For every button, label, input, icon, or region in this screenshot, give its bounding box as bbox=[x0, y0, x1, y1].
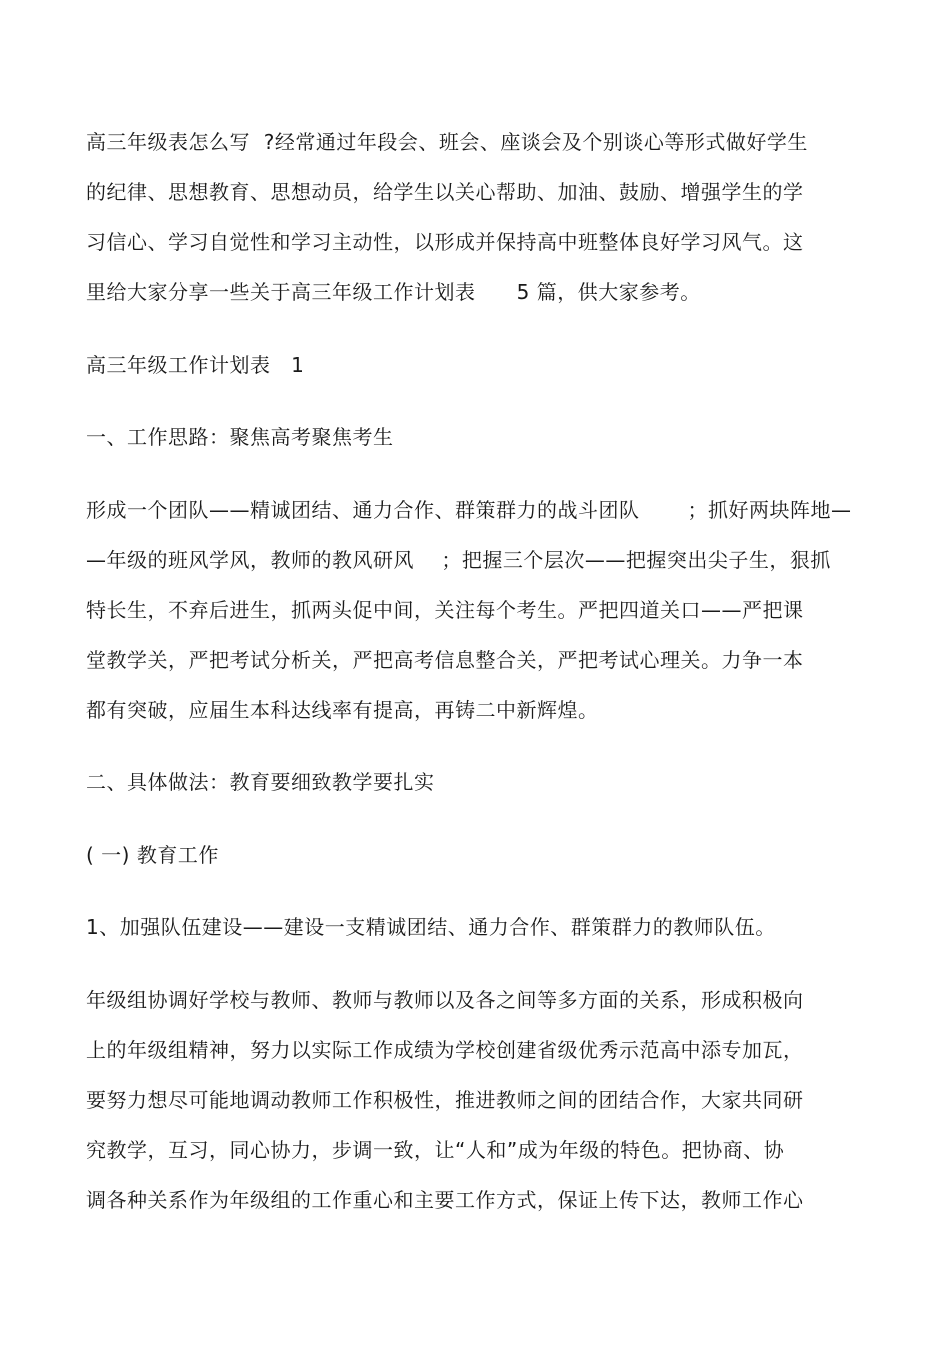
intro-line-3: 习信心、学习自觉性和学习主动性，以形成并保持高中班整体良好学习风气。这 bbox=[86, 230, 804, 254]
heading-specific-methods: 二、具体做法：教育要细致教学要扎实 bbox=[86, 770, 435, 794]
heading-work-approach: 一、工作思路：聚焦高考聚焦考生 bbox=[86, 425, 394, 449]
para2-line-1: 年级组协调好学校与教师、教师与教师以及各之间等多方面的关系，形成积极向 bbox=[86, 988, 804, 1012]
intro-line-1: 高三年级表怎么写 ?经常通过年段会、班会、座谈会及个别谈心等形式做好学生 bbox=[86, 130, 808, 154]
para2-line-2: 上的年级组精神，努力以实际工作成绩为学校创建省级优秀示范高中添专加瓦， bbox=[86, 1038, 804, 1062]
list-item-1: 1、加强队伍建设——建设一支精诚团结、通力合作、群策群力的教师队伍。 bbox=[86, 915, 776, 939]
para1-line-1: 形成一个团队——精诚团结、通力合作、群策群力的战斗团队 ；抓好两块阵地— bbox=[86, 498, 852, 522]
para1-line-3: 特长生，不弃后进生，抓两头促中间，关注每个考生。严把四道关口——严把课 bbox=[86, 598, 804, 622]
intro-line-2: 的纪律、思想教育、思想动员，给学生以关心帮助、加油、鼓励、增强学生的学 bbox=[86, 180, 804, 204]
para2-line-5: 调各种关系作为年级组的工作重心和主要工作方式，保证上传下达，教师工作心 bbox=[86, 1188, 804, 1212]
para1-line-5: 都有突破，应届生本科达线率有提高，再铸二中新辉煌。 bbox=[86, 698, 599, 722]
section-title: 高三年级工作计划表 1 bbox=[86, 353, 305, 377]
intro-line-4: 里给大家分享一些关于高三年级工作计划表 5 篇，供大家参考。 bbox=[86, 280, 701, 304]
para2-line-3: 要努力想尽可能地调动教师工作积极性，推进教师之间的团结合作，大家共同研 bbox=[86, 1088, 804, 1112]
para1-line-4: 堂教学关，严把考试分析关，严把高考信息整合关，严把考试心理关。力争一本 bbox=[86, 648, 804, 672]
para1-line-2: —年级的班风学风，教师的教风研风 ；把握三个层次——把握突出尖子生，狠抓 bbox=[86, 548, 831, 572]
para2-line-4: 究教学，互习，同心协力，步调一致，让“人和”成为年级的特色。把协商、协 bbox=[86, 1138, 785, 1162]
heading-education-work: ( 一) 教育工作 bbox=[86, 843, 219, 867]
